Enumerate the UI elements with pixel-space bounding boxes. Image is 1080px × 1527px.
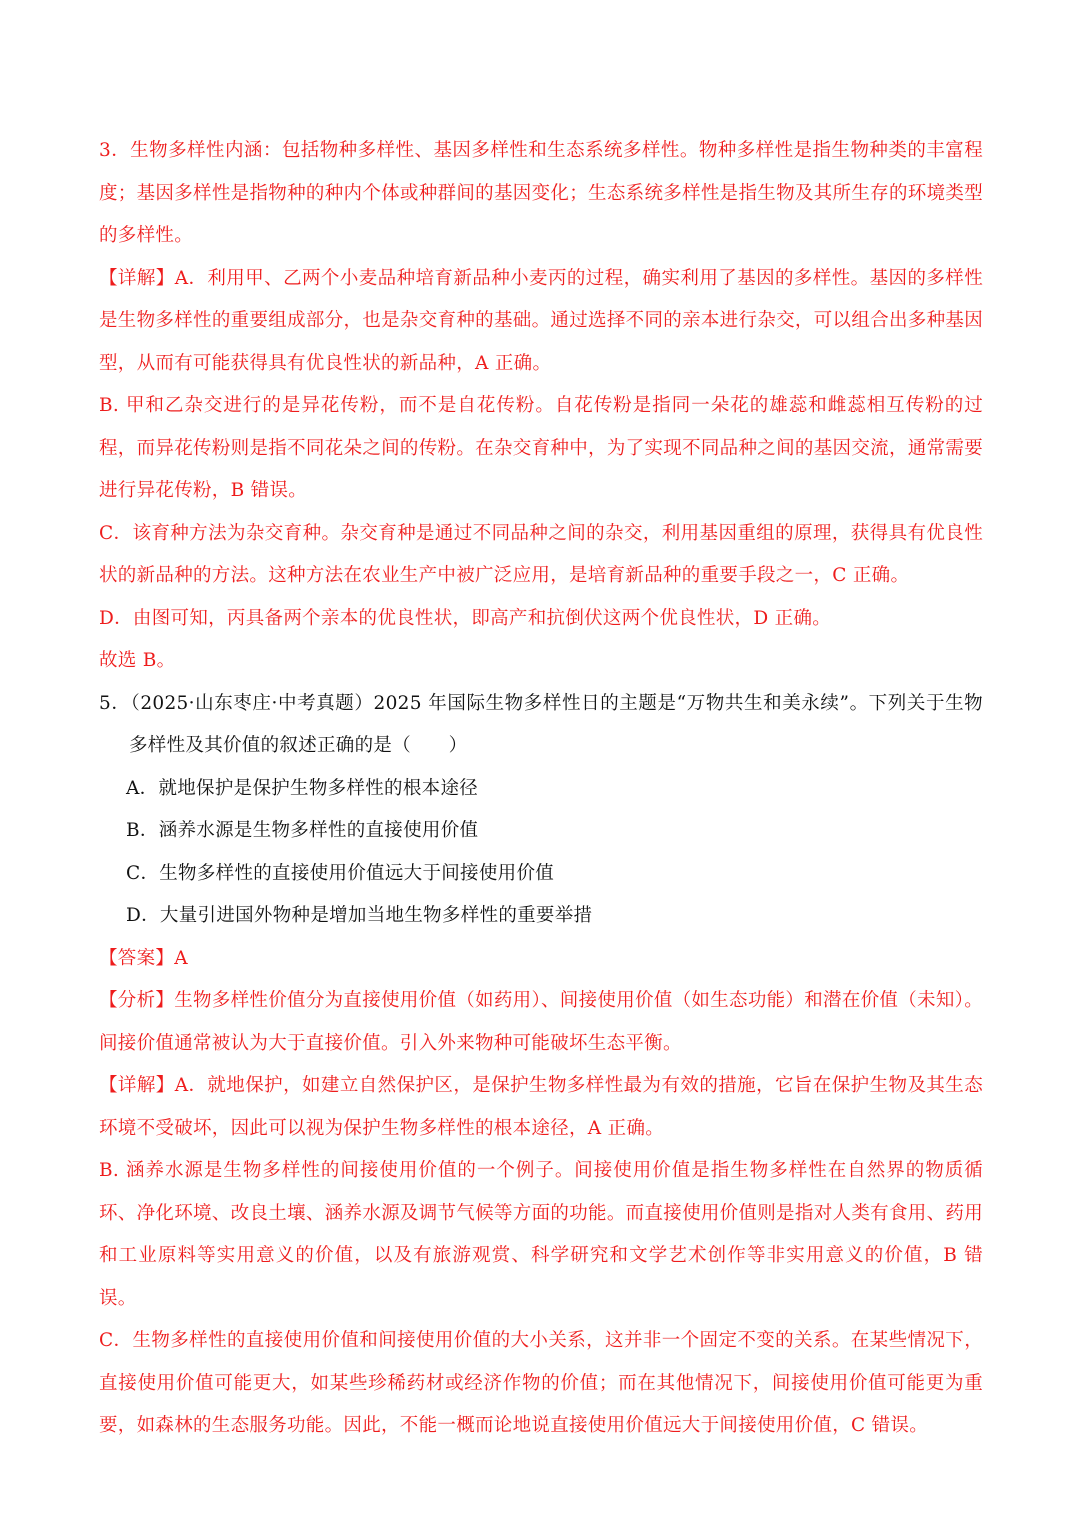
option-b: B．涵养水源是生物多样性的直接使用价值	[126, 820, 479, 841]
answer-line	[99, 938, 983, 981]
option-c: C．生物多样性的直接使用价值远大于间接使用价值	[126, 862, 555, 884]
detail-a-text: A．就地保护，如建立自然保护区，是保护生物多样性最为有效的措施，它旨在保护生物及其生态环境不受破坏，因此可以视为保护生物多样性的根本途径，A 正确。	[99, 1075, 984, 1139]
prev-detail-a	[99, 258, 983, 386]
option-d: D．大量引进国外物种是增加当地生物多样性的重要举措	[126, 905, 593, 926]
detail-c: C．生物多样性的直接使用价值和间接使用价值的大小关系，这并非一个固定不变的关系。在某些情况下，直接使用价值可能更大，如某些珍稀药材或经济作物的价值；而在其他情况下，间接使用价值可能更为重要，如森林的生态服务功能。因此，不能一概而论地说直接使用价值远大于间接使用价值，C 错误。	[99, 1330, 983, 1436]
detail-b: B. 涵养水源是生物多样性的间接使用价值的一个例子。间接使用价值是指生物多样性在自然界的物质循环、净化环境、改良土壤、涵养水源及调节气候等方面的功能。而直接使用价值则是指对人类有食用、药用和工业原料等实用意义的价值，以及有旅游观赏、科学研究和文学艺术创作等非实用意义的价值，B 错误。	[99, 1160, 983, 1309]
prev-conclusion: 故选 B。	[99, 650, 176, 671]
page-content	[99, 130, 983, 1448]
answer-value: A	[174, 947, 188, 969]
answer-label: 【答案】	[99, 947, 175, 969]
prev-detail-a-text: A．利用甲、乙两个小麦品种培育新品种小麦丙的过程，确实利用了基因的多样性。基因的多样性是生物多样性的重要组成部分，也是杂交育种的基础。通过选择不同的亲本进行杂交，可以组合出多种基因型，从而有可能获得具有优良性状的新品种，A 正确。	[99, 267, 984, 374]
analysis-text: 生物多样性价值分为直接使用价值（如药用）、间接使用价值（如生态功能）和潜在价值（未知）。间接价值通常被认为大于直接价值。引入外来物种可能破坏生态平衡。	[99, 990, 983, 1054]
analysis-point-3: 3．生物多样性内涵：包括物种多样性、基因多样性和生态系统多样性。物种多样性是指生物种类的丰富程度；基因多样性是指物种的种内个体或种群间的基因变化；生态系统多样性是指生物及其所生存的环境类型的多样性。	[99, 140, 983, 246]
detail-label: 【详解】	[99, 267, 175, 289]
question-5-stem: 5．（2025·山东枣庄·中考真题）2025 年国际生物多样性日的主题是“万物共生和美永续”。下列关于生物多样性及其价值的叙述正确的是（ ）	[99, 692, 983, 756]
prev-detail-c: C．该育种方法为杂交育种。杂交育种是通过不同品种之间的杂交，利用基因重组的原理，获得具有优良性状的新品种的方法。这种方法在农业生产中被广泛应用，是培育新品种的重要手段之一，C 正确。	[99, 522, 983, 586]
detail-label: 【详解】	[99, 1075, 175, 1096]
option-a: A．就地保护是保护生物多样性的根本途径	[126, 777, 479, 799]
prev-detail-d: D．由图可知，丙具备两个亲本的优良性状，即高产和抗倒伏这两个优良性状，D 正确。	[99, 607, 832, 629]
analysis-paragraph	[99, 980, 983, 1065]
detail-a	[99, 1065, 983, 1150]
prev-detail-b: B. 甲和乙杂交进行的是异花传粉，而不是自花传粉。自花传粉是指同一朵花的雄蕊和雌蕊相互传粉的过程，而异花传粉则是指不同花朵之间的传粉。在杂交育种中，为了实现不同品种之间的基因交流，通常需要进行异花传粉，B 错误。	[99, 395, 983, 501]
analysis-label: 【分析】	[99, 990, 175, 1011]
